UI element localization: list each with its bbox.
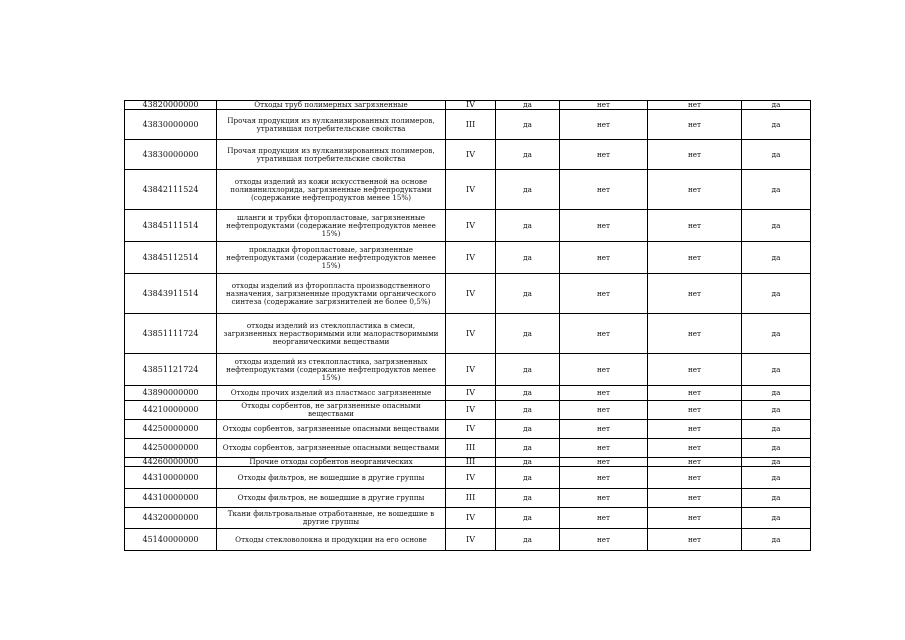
table-cell-flag-4: да [742, 210, 811, 242]
table-cell-flag-3: нет [648, 458, 742, 467]
table-cell-flag-2: нет [560, 110, 648, 140]
table-cell-code: 43842111524 [125, 170, 217, 210]
table-cell-flag-3: нет [648, 110, 742, 140]
table-cell-flag-1: да [496, 210, 560, 242]
table-cell-flag-3: нет [648, 489, 742, 508]
table-row [125, 420, 811, 439]
table-cell-flag-2: нет [560, 210, 648, 242]
table-cell-code: 43843911514 [125, 274, 217, 314]
table-cell-flag-3: нет [648, 401, 742, 420]
table-cell-class: III [446, 439, 496, 458]
table-cell-class: IV [446, 420, 496, 439]
table-cell-flag-3: нет [648, 140, 742, 170]
table-cell-class: IV [446, 401, 496, 420]
table-cell-code: 44310000000 [125, 467, 217, 489]
table-cell-code: 43851121724 [125, 354, 217, 386]
table-cell-flag-4: да [742, 401, 811, 420]
table-cell-flag-2: нет [560, 140, 648, 170]
table-cell-flag-2: нет [560, 170, 648, 210]
table-cell-flag-1: да [496, 101, 560, 110]
table-cell-code: 44260000000 [125, 458, 217, 467]
table-row [125, 210, 811, 242]
table-cell-flag-3: нет [648, 170, 742, 210]
table-cell-flag-1: да [496, 170, 560, 210]
table-cell-name: Отходы фильтров, не вошедшие в другие группы [217, 467, 446, 489]
table-cell-flag-3: нет [648, 529, 742, 551]
table-cell-class: IV [446, 508, 496, 529]
table-cell-class: IV [446, 314, 496, 354]
table-cell-flag-2: нет [560, 314, 648, 354]
table-cell-flag-3: нет [648, 210, 742, 242]
table-cell-name: Прочая продукция из вулканизированных полимеров, утратившая потребительские свойства [217, 110, 446, 140]
table-cell-code: 44320000000 [125, 508, 217, 529]
table-cell-flag-1: да [496, 458, 560, 467]
table-cell-class: IV [446, 354, 496, 386]
table-cell-flag-4: да [742, 242, 811, 274]
table-cell-flag-4: да [742, 140, 811, 170]
table-cell-flag-4: да [742, 458, 811, 467]
table-cell-name: Отходы фильтров, не вошедшие в другие группы [217, 489, 446, 508]
table-cell-code: 44310000000 [125, 489, 217, 508]
table-cell-flag-2: нет [560, 274, 648, 314]
table-cell-flag-2: нет [560, 401, 648, 420]
table-cell-code: 43830000000 [125, 140, 217, 170]
table-cell-name: Ткани фильтровальные отработанные, не вошедшие в другие группы [217, 508, 446, 529]
table-cell-flag-4: да [742, 529, 811, 551]
table-cell-name: Отходы труб полимерных загрязненные [217, 101, 446, 110]
table-cell-flag-4: да [742, 314, 811, 354]
table-cell-name: Отходы сорбентов, загрязненные опасными веществами [217, 439, 446, 458]
table-cell-flag-1: да [496, 386, 560, 401]
table-cell-flag-4: да [742, 101, 811, 110]
table-cell-class: IV [446, 467, 496, 489]
table-row [125, 101, 811, 110]
table-cell-flag-2: нет [560, 354, 648, 386]
table-cell-name: шланги и трубки фторопластовые, загрязненные нефтепродуктами (содержание нефтепродуктов менее 15%) [217, 210, 446, 242]
table-cell-flag-3: нет [648, 314, 742, 354]
table-cell-class: IV [446, 140, 496, 170]
table-cell-flag-1: да [496, 529, 560, 551]
table-cell-flag-1: да [496, 242, 560, 274]
table-cell-code: 44210000000 [125, 401, 217, 420]
table-cell-flag-2: нет [560, 386, 648, 401]
table-cell-flag-4: да [742, 170, 811, 210]
table-body [125, 101, 811, 551]
table-cell-name: отходы изделий из стеклопластика в смеси, загрязненных нерастворимыми или малорастворимыми неорганическими веществами [217, 314, 446, 354]
table-cell-flag-2: нет [560, 420, 648, 439]
table-cell-flag-3: нет [648, 467, 742, 489]
table-cell-code: 44250000000 [125, 439, 217, 458]
table-cell-flag-1: да [496, 314, 560, 354]
table-row [125, 467, 811, 489]
table-row [125, 274, 811, 314]
table-cell-name: отходы изделий из фторопласта производственного назначения, загрязненные продуктами органического синтеза (содержание загрязнителей не более 0,5%) [217, 274, 446, 314]
table-cell-flag-4: да [742, 489, 811, 508]
table-cell-flag-4: да [742, 354, 811, 386]
table-cell-flag-2: нет [560, 508, 648, 529]
table-cell-flag-1: да [496, 420, 560, 439]
table-row [125, 314, 811, 354]
table-cell-flag-4: да [742, 439, 811, 458]
table-cell-name: Прочая продукция из вулканизированных полимеров, утратившая потребительские свойства [217, 140, 446, 170]
table-cell-class: IV [446, 242, 496, 274]
table-cell-flag-4: да [742, 386, 811, 401]
table-cell-name: отходы изделий из стеклопластика, загрязненных нефтепродуктами (содержание нефтепродуктов менее 15%) [217, 354, 446, 386]
table-cell-flag-3: нет [648, 420, 742, 439]
table-row [125, 140, 811, 170]
table-cell-class: III [446, 110, 496, 140]
table-cell-flag-2: нет [560, 242, 648, 274]
table-cell-name: Отходы сорбентов, загрязненные опасными веществами [217, 420, 446, 439]
table-cell-code: 44250000000 [125, 420, 217, 439]
table-cell-flag-1: да [496, 467, 560, 489]
table-row [125, 354, 811, 386]
table-cell-flag-4: да [742, 420, 811, 439]
table-cell-name: Отходы стекловолокна и продукции на его основе [217, 529, 446, 551]
table-cell-code: 43851111724 [125, 314, 217, 354]
table-cell-flag-1: да [496, 354, 560, 386]
table-row [125, 386, 811, 401]
table-row [125, 439, 811, 458]
table-cell-class: IV [446, 529, 496, 551]
table-cell-code: 43830000000 [125, 110, 217, 140]
table-cell-flag-2: нет [560, 467, 648, 489]
table-cell-flag-1: да [496, 439, 560, 458]
table-cell-flag-3: нет [648, 354, 742, 386]
table-cell-class: IV [446, 386, 496, 401]
table-cell-flag-2: нет [560, 489, 648, 508]
table-cell-flag-1: да [496, 274, 560, 314]
table-row [125, 170, 811, 210]
table-cell-flag-2: нет [560, 529, 648, 551]
table-cell-flag-2: нет [560, 439, 648, 458]
table-row [125, 401, 811, 420]
table-cell-code: 43845112514 [125, 242, 217, 274]
table-cell-flag-4: да [742, 508, 811, 529]
table-cell-class: IV [446, 210, 496, 242]
table-cell-class: IV [446, 101, 496, 110]
table-row [125, 529, 811, 551]
table-cell-class: IV [446, 170, 496, 210]
table-cell-code: 45140000000 [125, 529, 217, 551]
table-cell-name: Прочие отходы сорбентов неорганических [217, 458, 446, 467]
table-cell-class: III [446, 458, 496, 467]
table-cell-flag-4: да [742, 110, 811, 140]
table-cell-flag-1: да [496, 401, 560, 420]
table-cell-flag-3: нет [648, 508, 742, 529]
table-cell-flag-1: да [496, 508, 560, 529]
table-cell-flag-3: нет [648, 439, 742, 458]
table-cell-class: III [446, 489, 496, 508]
table-cell-code: 43820000000 [125, 101, 217, 110]
table-cell-flag-3: нет [648, 386, 742, 401]
table-cell-flag-2: нет [560, 101, 648, 110]
table-row [125, 508, 811, 529]
table-cell-name: отходы изделий из кожи искусственной на основе поливинилхлорида, загрязненные нефтепродуктами (содержание нефтепродуктов менее 15%) [217, 170, 446, 210]
table-row [125, 489, 811, 508]
table-cell-class: IV [446, 274, 496, 314]
table-cell-flag-1: да [496, 110, 560, 140]
table-cell-flag-3: нет [648, 242, 742, 274]
table-row [125, 110, 811, 140]
table-row [125, 242, 811, 274]
table-cell-flag-3: нет [648, 101, 742, 110]
table-cell-name: Отходы прочих изделий из пластмасс загрязненные [217, 386, 446, 401]
table-cell-flag-1: да [496, 140, 560, 170]
table-cell-code: 43845111514 [125, 210, 217, 242]
table-row [125, 458, 811, 467]
table-cell-name: Отходы сорбентов, не загрязненные опасными веществами [217, 401, 446, 420]
table-cell-flag-2: нет [560, 458, 648, 467]
table-cell-flag-3: нет [648, 274, 742, 314]
waste-table [124, 100, 811, 551]
table-cell-flag-4: да [742, 467, 811, 489]
table-cell-name: прокладки фторопластовые, загрязненные нефтепродуктами (содержание нефтепродуктов менее 15%) [217, 242, 446, 274]
table-cell-flag-1: да [496, 489, 560, 508]
table-cell-code: 43890000000 [125, 386, 217, 401]
table-cell-flag-4: да [742, 274, 811, 314]
